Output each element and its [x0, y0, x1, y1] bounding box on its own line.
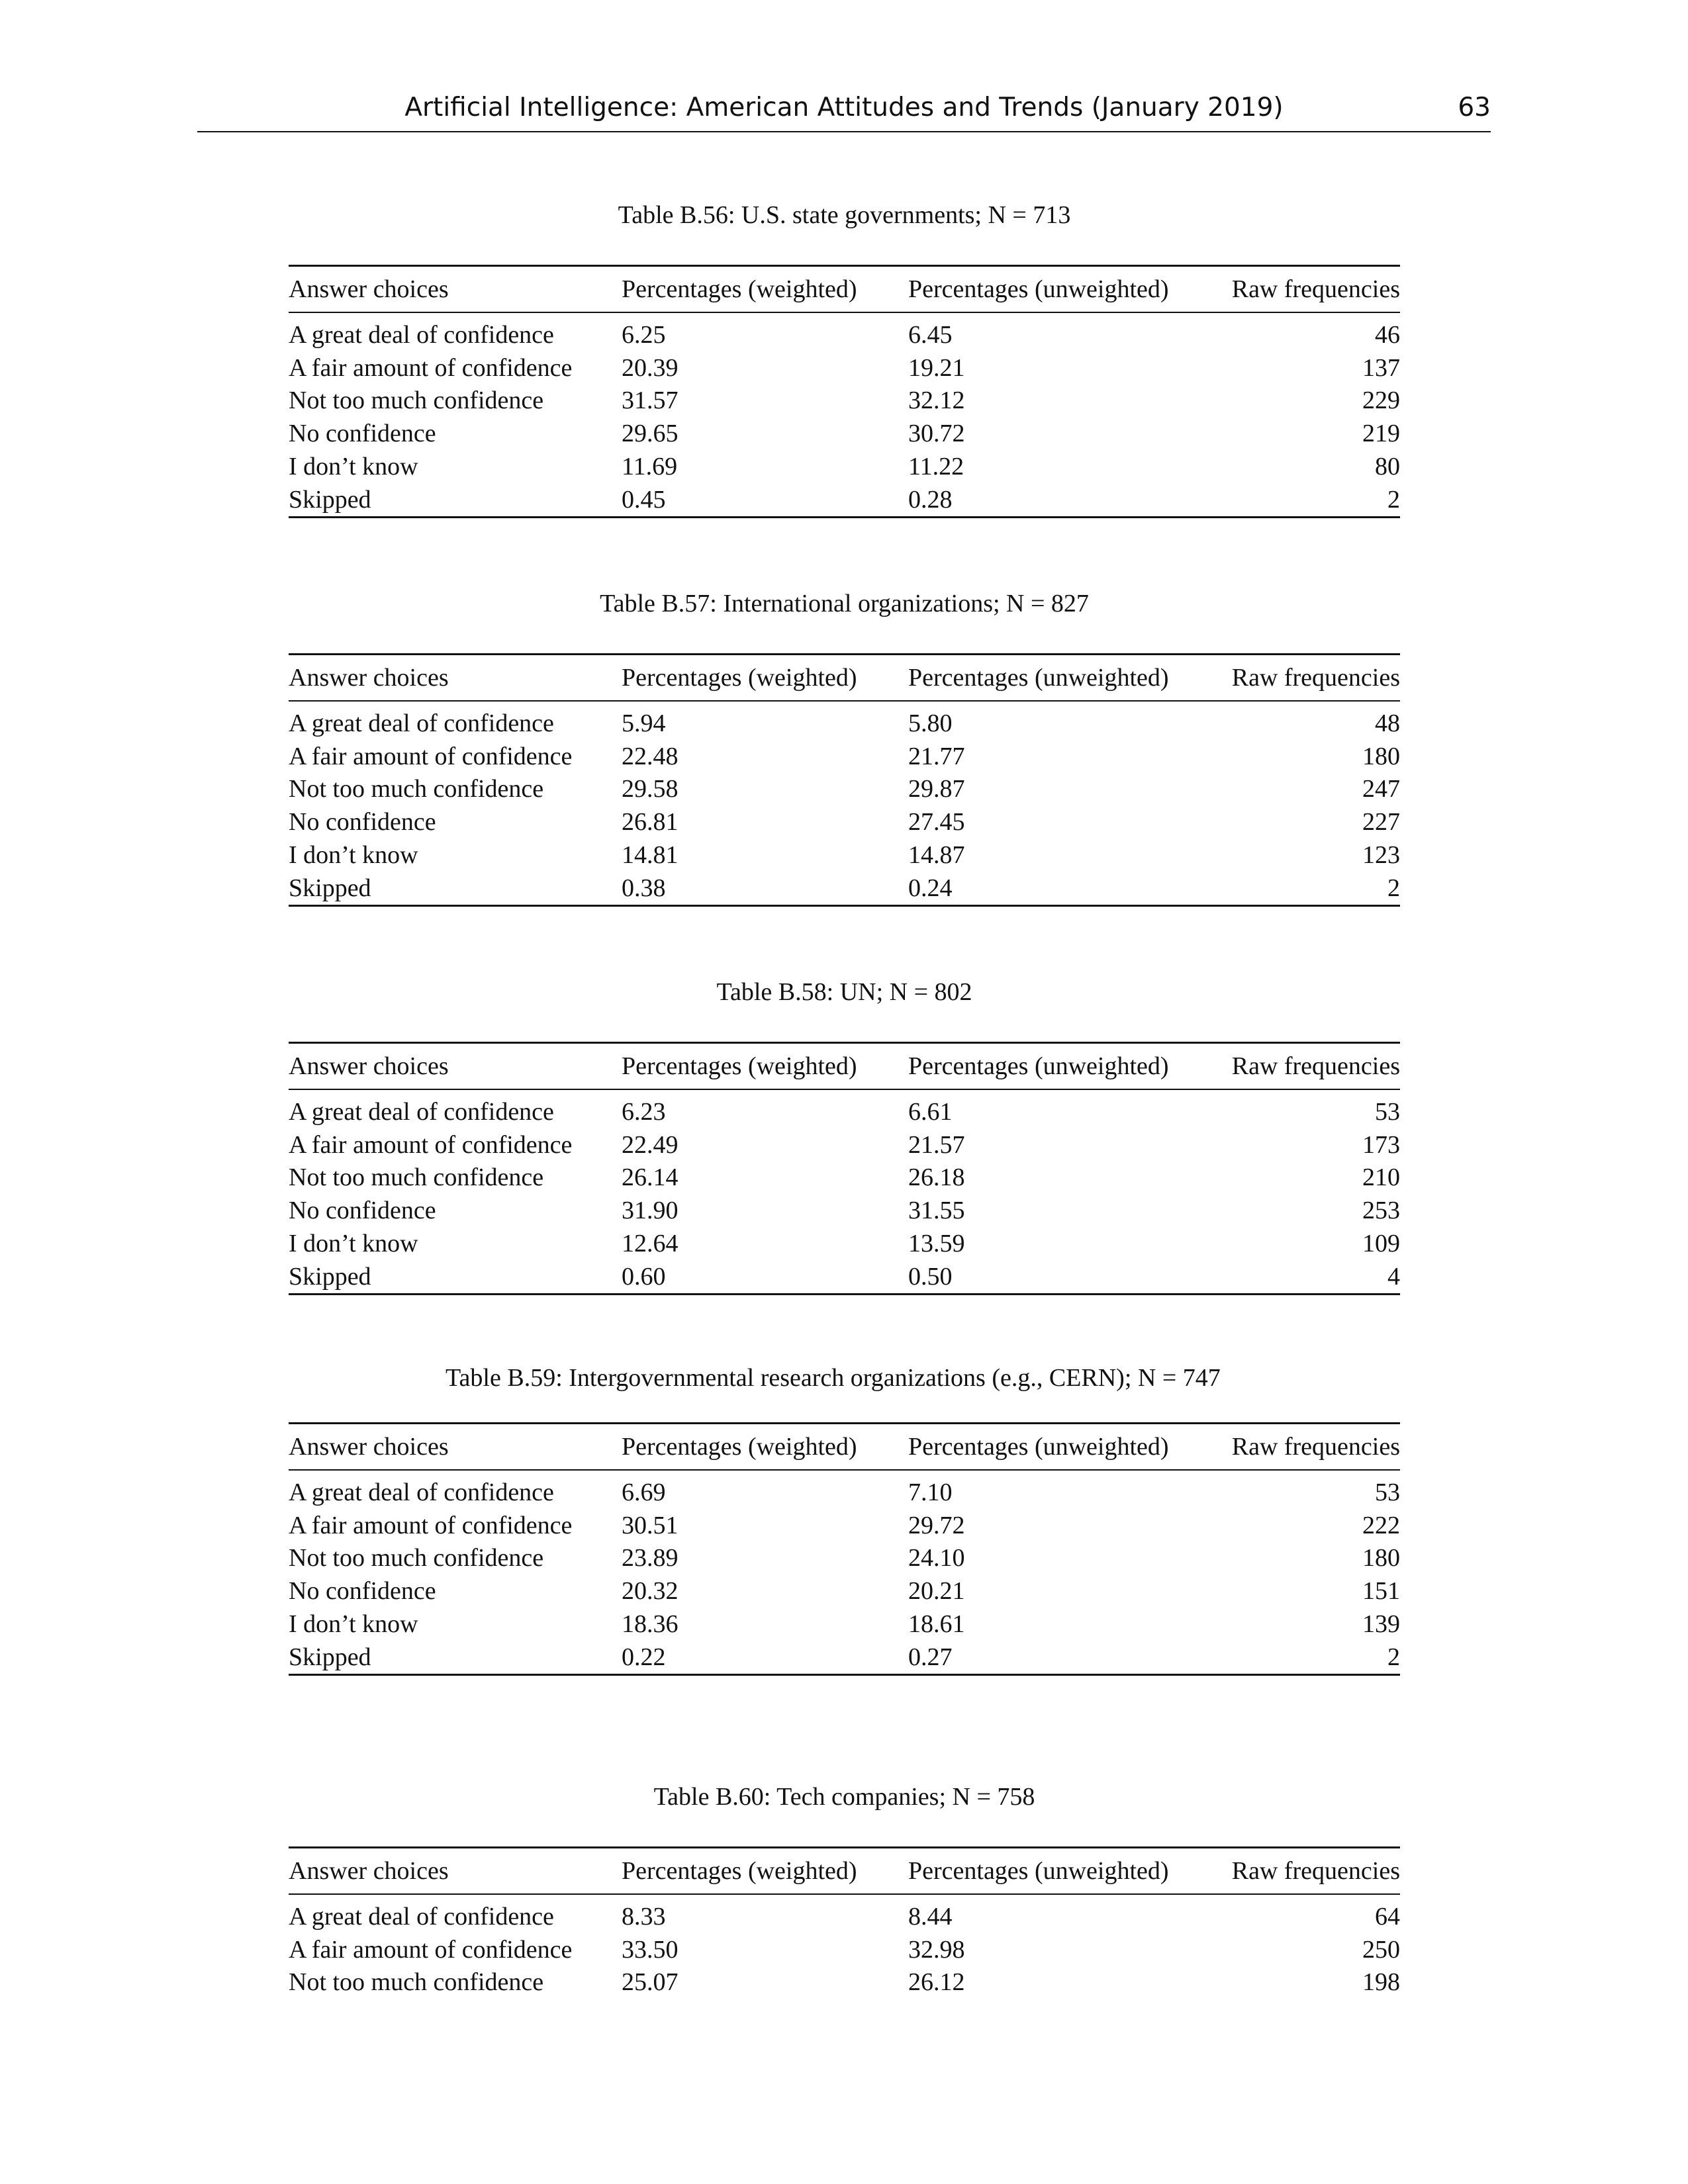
table-row [289, 839, 1400, 872]
table-cell: 6.69 [622, 1478, 666, 1506]
table-row [289, 1128, 1400, 1161]
table-caption: Table B.58: UN; N = 802 [716, 978, 972, 1006]
table-cell: 139 [1362, 1610, 1400, 1639]
table-cell: 0.60 [622, 1262, 666, 1291]
table-row [289, 701, 1400, 740]
column-header: Raw frequencies [1229, 655, 1400, 702]
table-cell: A fair amount of confidence [289, 742, 573, 770]
table-cell: Not too much confidence [289, 775, 544, 803]
table-cell: 229 [1362, 387, 1400, 415]
table-cell: 180 [1362, 742, 1400, 770]
table-cell: I don’t know [289, 1610, 418, 1639]
table-cell: 23.89 [622, 1544, 679, 1572]
table-cell: 0.50 [908, 1262, 953, 1291]
table-row [289, 1161, 1400, 1195]
table-cell: 53 [1375, 1097, 1400, 1126]
table-cell: 20.32 [622, 1577, 679, 1606]
table-cell: 109 [1362, 1230, 1400, 1258]
table-header-row [289, 1043, 1400, 1090]
column-header: Percentages (weighted) [622, 266, 908, 313]
table-cell: 2 [1387, 485, 1400, 514]
table-cell: 30.72 [908, 420, 965, 448]
table-cell: 64 [1375, 1902, 1400, 1931]
table-row [289, 740, 1400, 773]
column-header: Answer choices [289, 266, 622, 313]
column-header: Answer choices [289, 1043, 622, 1090]
table-cell: 210 [1362, 1163, 1400, 1192]
table-cell: 31.55 [908, 1197, 965, 1225]
table-cell: 6.23 [622, 1097, 666, 1126]
table-cell: 219 [1362, 420, 1400, 448]
table-row [289, 312, 1400, 351]
data-table [289, 1422, 1400, 1676]
table-cell: A great deal of confidence [289, 1097, 554, 1126]
column-header: Percentages (weighted) [622, 1848, 908, 1895]
table-row [289, 1641, 1400, 1674]
table-cell: 0.45 [622, 485, 666, 514]
table-b60 [289, 1780, 1400, 1999]
table-cell: 2 [1387, 1643, 1400, 1671]
column-header: Answer choices [289, 1848, 622, 1895]
table-cell: Skipped [289, 1643, 371, 1671]
table-cell: 14.81 [622, 841, 679, 870]
table-row [289, 483, 1400, 517]
table-b59 [289, 1361, 1400, 1676]
table-row [289, 1574, 1400, 1608]
table-row [289, 1194, 1400, 1227]
table-cell: 0.22 [622, 1643, 666, 1671]
table-cell: 5.94 [622, 709, 666, 737]
table-row [289, 385, 1400, 418]
table-cell: A great deal of confidence [289, 709, 554, 737]
table-cell: 32.12 [908, 387, 965, 415]
table-cell: 11.22 [908, 453, 964, 481]
column-header: Answer choices [289, 655, 622, 702]
table-cell: 20.21 [908, 1577, 965, 1606]
table-cell: 14.87 [908, 841, 965, 870]
table-cell: 12.64 [622, 1230, 679, 1258]
table-cell: 227 [1362, 808, 1400, 837]
table-cell: 198 [1362, 1968, 1400, 1997]
column-header: Percentages (unweighted) [908, 1848, 1229, 1895]
table-caption: Table B.60: Tech companies; N = 758 [653, 1783, 1035, 1811]
table-cell: 32.98 [908, 1935, 965, 1964]
table-cell: Not too much confidence [289, 1163, 544, 1192]
table-row [289, 1227, 1400, 1260]
table-cell: A fair amount of confidence [289, 1935, 573, 1964]
table-cell: A great deal of confidence [289, 1902, 554, 1931]
table-cell: A fair amount of confidence [289, 1130, 573, 1159]
table-cell: No confidence [289, 1577, 436, 1606]
table-caption: Table B.57: International organizations; N = 827 [600, 590, 1089, 617]
table-row [289, 351, 1400, 385]
table-cell: 247 [1362, 775, 1400, 803]
table-cell: 6.25 [622, 320, 666, 349]
table-cell: No confidence [289, 808, 436, 837]
table-cell: 137 [1362, 353, 1400, 382]
table-cell: 253 [1362, 1197, 1400, 1225]
table-cell: Not too much confidence [289, 1544, 544, 1572]
table-row [289, 805, 1400, 839]
table-cell: 5.80 [908, 709, 953, 737]
table-cell: 8.33 [622, 1902, 666, 1931]
table-cell: 25.07 [622, 1968, 679, 1997]
table-cell: 21.77 [908, 742, 965, 770]
table-row [289, 1608, 1400, 1641]
table-row [289, 1470, 1400, 1509]
table-cell: A fair amount of confidence [289, 1511, 573, 1539]
table-b56 [289, 199, 1400, 518]
table-cell: 48 [1375, 709, 1400, 737]
table-cell: I don’t know [289, 453, 418, 481]
table-cell: 0.38 [622, 874, 666, 902]
column-header: Percentages (weighted) [622, 655, 908, 702]
table-row [289, 417, 1400, 450]
table-header-row [289, 1424, 1400, 1471]
column-header: Raw frequencies [1229, 1043, 1400, 1090]
table-header-row [289, 1848, 1400, 1895]
table-row [289, 872, 1400, 905]
table-row [289, 1542, 1400, 1575]
table-header-row [289, 266, 1400, 313]
table-cell: 26.81 [622, 808, 679, 837]
table-cell: 8.44 [908, 1902, 953, 1931]
table-cell: I don’t know [289, 1230, 418, 1258]
column-header: Raw frequencies [1229, 266, 1400, 313]
column-header: Answer choices [289, 1424, 622, 1471]
table-caption: Table B.56: U.S. state governments; N = 713 [618, 201, 1071, 229]
table-cell: 31.90 [622, 1197, 679, 1225]
table-cell: 250 [1362, 1935, 1400, 1964]
column-header: Percentages (unweighted) [908, 1043, 1229, 1090]
table-cell: 11.69 [622, 453, 678, 481]
table-row [289, 1089, 1400, 1128]
table-cell: 26.18 [908, 1163, 965, 1192]
data-table [289, 1846, 1400, 1999]
table-cell: Not too much confidence [289, 387, 544, 415]
table-cell: 0.27 [908, 1643, 953, 1671]
table-cell: 0.24 [908, 874, 953, 902]
table-cell: 24.10 [908, 1544, 965, 1572]
table-cell: 6.45 [908, 320, 953, 349]
table-cell: 46 [1375, 320, 1400, 349]
column-header: Raw frequencies [1229, 1848, 1400, 1895]
data-table [289, 265, 1400, 518]
table-cell: 20.39 [622, 353, 679, 382]
table-cell: 6.61 [908, 1097, 953, 1126]
table-cell: 29.87 [908, 775, 965, 803]
running-header [197, 93, 1491, 132]
table-cell: 27.45 [908, 808, 965, 837]
table-cell: 2 [1387, 874, 1400, 902]
page-number: 63 [1458, 93, 1491, 122]
table-cell: 151 [1362, 1577, 1400, 1606]
table-header-row [289, 655, 1400, 702]
table-cell: A great deal of confidence [289, 320, 554, 349]
table-cell: 4 [1387, 1262, 1400, 1291]
table-cell: 13.59 [908, 1230, 965, 1258]
table-cell: 80 [1375, 453, 1400, 481]
table-cell: 26.12 [908, 1968, 965, 1997]
table-row [289, 1894, 1400, 1933]
table-cell: No confidence [289, 1197, 436, 1225]
column-header: Raw frequencies [1229, 1424, 1400, 1471]
table-cell: 29.58 [622, 775, 679, 803]
column-header: Percentages (unweighted) [908, 266, 1229, 313]
table-cell: 22.48 [622, 742, 679, 770]
table-b57 [289, 587, 1400, 907]
column-header: Percentages (weighted) [622, 1424, 908, 1471]
table-cell: 18.36 [622, 1610, 679, 1639]
table-cell: A great deal of confidence [289, 1478, 554, 1506]
table-row [289, 1966, 1400, 1999]
table-row [289, 773, 1400, 806]
table-cell: 0.28 [908, 485, 953, 514]
column-header: Percentages (unweighted) [908, 1424, 1229, 1471]
table-row [289, 450, 1400, 483]
running-header-title: Artificial Intelligence: American Attitudes and Trends (January 2019) [404, 93, 1284, 122]
table-cell: 22.49 [622, 1130, 679, 1159]
table-cell: 180 [1362, 1544, 1400, 1572]
table-cell: 26.14 [622, 1163, 679, 1192]
table-cell: 31.57 [622, 387, 679, 415]
data-table [289, 653, 1400, 907]
table-cell: 29.72 [908, 1511, 965, 1539]
column-header: Percentages (weighted) [622, 1043, 908, 1090]
column-header: Percentages (unweighted) [908, 655, 1229, 702]
table-row [289, 1509, 1400, 1542]
table-cell: 33.50 [622, 1935, 679, 1964]
table-cell: No confidence [289, 420, 436, 448]
table-cell: 29.65 [622, 420, 679, 448]
table-cell: Not too much confidence [289, 1968, 544, 1997]
table-b58 [289, 976, 1400, 1295]
table-cell: Skipped [289, 874, 371, 902]
table-cell: A fair amount of confidence [289, 353, 573, 382]
table-cell: 19.21 [908, 353, 965, 382]
data-table [289, 1042, 1400, 1295]
table-cell: Skipped [289, 1262, 371, 1291]
table-cell: 21.57 [908, 1130, 965, 1159]
table-cell: I don’t know [289, 841, 418, 870]
table-cell: 222 [1362, 1511, 1400, 1539]
table-cell: 30.51 [622, 1511, 679, 1539]
table-cell: 123 [1362, 841, 1400, 870]
table-cell: 53 [1375, 1478, 1400, 1506]
table-cell: 173 [1362, 1130, 1400, 1159]
table-cell: 18.61 [908, 1610, 965, 1639]
table-row [289, 1260, 1400, 1294]
table-caption: Table B.59: Intergovernmental research organizations (e.g., CERN); N = 747 [445, 1364, 1221, 1392]
table-cell: Skipped [289, 485, 371, 514]
table-cell: 7.10 [908, 1478, 953, 1506]
table-row [289, 1933, 1400, 1966]
